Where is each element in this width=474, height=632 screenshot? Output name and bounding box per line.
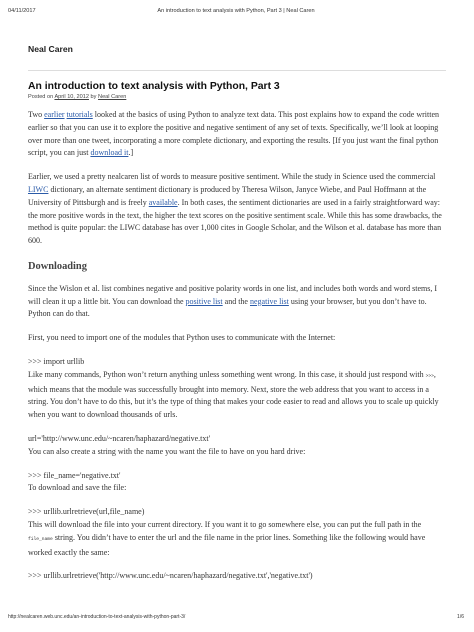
- negative-list-link[interactable]: negative list: [249, 296, 289, 306]
- code-url-assignment: url='http://www.unc.edu/~ncaren/haphazard/negative.txt': [28, 433, 211, 443]
- filename-instruction: You can also create a string with the name you want the file to have on you hard drive:: [28, 446, 306, 456]
- header-divider: [28, 70, 446, 71]
- intro-paragraph: Two earlier tutorials looked at the basics of using Python to analyze text data. This post explains how to expand the code written earlier so that you can use it to explore the positive and negative sentiment of any set of texts. Specifically, we’ll look at looping over more than one tweet, incorporating a more complete dictionary, and exporting the results. [If you just want the final python script, you can just download it.]: [28, 110, 439, 158]
- byline-by-label: by: [90, 94, 97, 100]
- print-page-title: An introduction to text analysis with Python, Part 3 | Neal Caren: [157, 8, 315, 14]
- import-instruction: First, you need to import one of the modules that Python uses to communicate with the Internet:: [28, 333, 336, 343]
- code-import-urllib: >>> import urllib: [28, 356, 85, 366]
- post: [28, 80, 446, 583]
- print-url: http://nealcaren.web.unc.edu/an-introduction-to-text-analysis-with-python-part-3/: [8, 614, 186, 620]
- file-name-code: file_name: [28, 536, 53, 542]
- byline-posted-label: Posted on: [28, 94, 54, 100]
- author-link[interactable]: Neal Caren: [98, 94, 127, 100]
- post-title: An introduction to text analysis with Python, Part 3: [28, 81, 280, 92]
- liwc-link[interactable]: LIWC: [28, 184, 49, 194]
- downloading-heading: Downloading: [28, 260, 87, 272]
- site-title[interactable]: Neal Caren: [28, 44, 73, 54]
- print-date: 04/11/2017: [8, 8, 36, 14]
- urllib-explanation: Like many commands, Python won’t return anything unless something went wrong. In this case, it should just respond with >>>, which means that the module was successfully brought into memory. Next, store the web address that you want to access in a string. You don’t have to do this, but it’s the type of thing that makes your code easier to read and allows you to scale up quickly when you want to download thousands of urls.: [28, 369, 439, 420]
- code-urlretrieve: >>> urllib.urlretrieve(url,file_name): [28, 507, 145, 517]
- prompt-code: >>>: [425, 373, 434, 379]
- positive-list-link[interactable]: positive list: [185, 296, 223, 306]
- downloading-paragraph: Since the Wislon et al. list combines negative and positive polarity words in one list, and includes both words and word stems, I will clean it up a little bit. You can download the positive list and the negative list using your browser, but you don’t have to. Python can do that.: [28, 283, 438, 319]
- print-page-number: 1/6: [457, 614, 464, 620]
- tutorials-link[interactable]: tutorials: [66, 110, 93, 119]
- post-body: [28, 109, 446, 583]
- download-instruction: To download and save the file:: [28, 483, 127, 493]
- sentiment-paragraph: Earlier, we used a pretty nealcaren list of words to measure positive sentiment. While the study in Science used the commercial LIWC dictionary, an alternate sentiment dictionary is produced by Theresa Wilson, Janyce Wiebe, and Paul Hoffmann at the University of Pittsburgh and is freely available. In both cases, the sentiment dictionaries are used in a fairly straightforward way: the more positive words in the text, the higher the text scores on the positive sentiment scale. While this has some drawbacks, the method is quite popular: the LIWC database has over 1,000 cites in Google Scholar, and the Wilson et al. database has more than 600.: [28, 172, 442, 246]
- download-it-link[interactable]: download it: [90, 148, 129, 158]
- code-urlretrieve-literal: >>> urllib.urlretrieve('http://www.unc.edu/~ncaren/haphazard/negative.txt','negative.txt'): [28, 571, 313, 581]
- print-header: [8, 8, 464, 18]
- code-file-name: >>> file_name='negative.txt': [28, 470, 121, 480]
- available-link[interactable]: available: [148, 197, 178, 207]
- download-explanation: This will download the file into your current directory. If you want it to go somewhere else, you can put the full path in the file_name string. You didn’t have to enter the url and the file name in the prior lines. Something like the following would have worked exactly the same:: [28, 519, 426, 557]
- earlier-link[interactable]: earlier: [44, 110, 65, 119]
- post-date-link[interactable]: April 10, 2012: [54, 94, 89, 100]
- byline: [28, 94, 446, 100]
- print-footer: [8, 614, 464, 624]
